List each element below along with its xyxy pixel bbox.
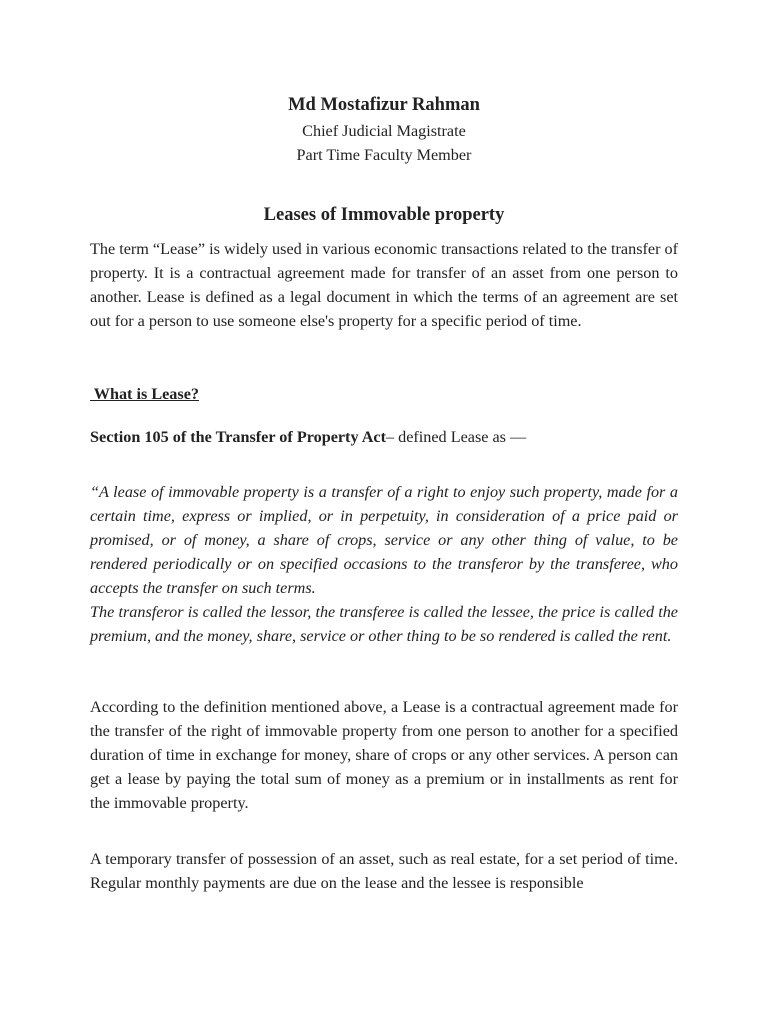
section-heading: What is Lease?: [90, 385, 199, 403]
author-role: Chief Judicial Magistrate: [302, 122, 466, 140]
author-affiliation: Part Time Faculty Member: [296, 146, 472, 164]
explanation-paragraph: According to the definition mentioned above, a Lease is a contractual agreement made for the transfer of the right of immovable property from one person to another for a specified duration of time in exchange for money, share of crops or any other services. A person can get a lease by paying the total sum of money as a premium or in installments as rent for the immovable property.: [90, 698, 678, 812]
definition-quote-part1: “A lease of immovable property is a transfer of a right to enjoy such property, made for a certain time, express or implied, or in perpetuity, in consideration of a price paid or promised, or of money, a share of crops, service or any other thing of value, to be rendered periodically or on specified occasions to the transferor by the transferee, who accepts the transfer on such terms.: [90, 483, 678, 597]
statute-reference-bold: Section 105 of the Transfer of Property Act: [90, 428, 386, 446]
statute-reference: [90, 425, 690, 449]
intro-paragraph: The term “Lease” is widely used in various economic transactions related to the transfer of property. It is a contractual agreement made for transfer of an asset from one person to another. Lease is defined as a legal document in which the terms of an agreement are set out for a person to use someone else's property for a specific period of time.: [90, 240, 678, 330]
statute-reference-rest: – defined Lease as —: [385, 428, 527, 446]
document-title: Leases of Immovable property: [263, 205, 505, 225]
author-name: Md Mostafizur Rahman: [288, 95, 480, 115]
definition-quote-part2: The transferor is called the lessor, the transferee is called the lessee, the price is called the premium, and the money, share, service or other thing to be so rendered is called the rent.: [90, 603, 678, 645]
temporary-transfer-paragraph: A temporary transfer of possession of an asset, such as real estate, for a set period of time. Regular monthly payments are due on the lease and the lessee is responsible: [90, 850, 678, 892]
